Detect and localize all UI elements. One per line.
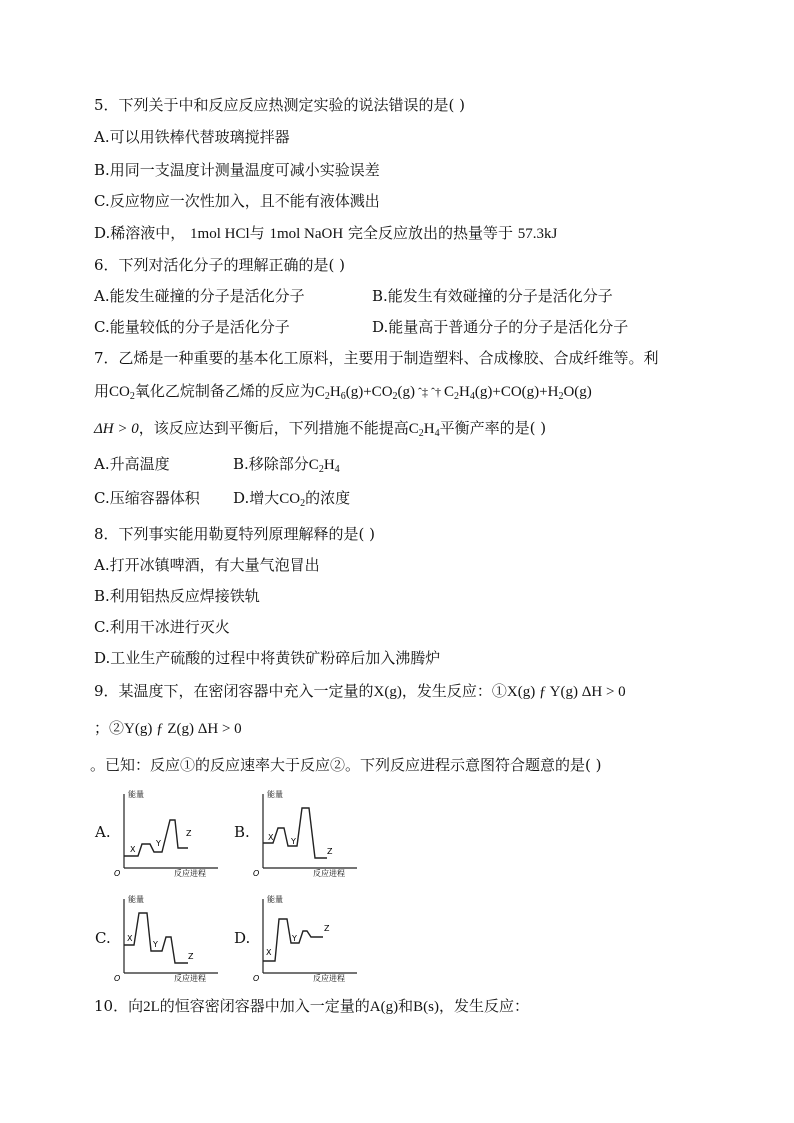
- q9-stem-1-mid: ，发生反应：①: [401, 682, 507, 700]
- q7-delta-h: ΔH > 0: [94, 421, 139, 437]
- diagram-d-z-label: Z: [324, 924, 330, 933]
- q7-stem-2-mid: 氧化乙烷制备乙烯的反应为: [134, 382, 315, 400]
- diagram-b-z-label: Z: [327, 847, 333, 856]
- q5-option-d[interactable]: [94, 223, 557, 244]
- q10-stem-pre: 10．向: [94, 997, 144, 1015]
- q7-stem-3-text: ，该反应达到平衡后，下列措施不能提高: [138, 419, 409, 437]
- q6-option-c[interactable]: C.能量较低的分子是活化分子: [94, 318, 290, 336]
- diagram-b-y-label: Y: [291, 837, 296, 846]
- q5-d-chem-1: 1mol HCl: [190, 226, 250, 242]
- equilibrium-arrow: ˆ‡ ˆ†: [418, 385, 442, 399]
- q9-reaction-2: Y(g) ƒ Z(g) ΔH > 0: [124, 721, 242, 737]
- diagram-b-x-axis-label: 反应进程: [313, 869, 345, 878]
- q8-option-a[interactable]: A.打开冰镇啤酒，有大量气泡冒出: [94, 556, 320, 574]
- q5-d-text-2: 与: [249, 224, 265, 242]
- q7-stem-1: 7．乙烯是一种重要的基本化工原料，主要用于制造塑料、合成橡胶、合成纤维等。利: [94, 349, 659, 367]
- q9-option-b-label[interactable]: B.: [234, 823, 250, 841]
- diagram-a-y-axis-label: 能量: [128, 790, 144, 799]
- diagram-d-y-label: Y: [292, 934, 297, 943]
- diagram-c-energy-curve: [124, 913, 188, 963]
- q10-stem-mid: 的恒容密闭容器中加入一定量的: [159, 997, 370, 1015]
- energy-diagram-a[interactable]: [112, 788, 222, 878]
- diagram-c-origin: O: [114, 974, 121, 983]
- diagram-a-x-label: X: [130, 845, 136, 854]
- energy-diagram-b[interactable]: [251, 788, 361, 878]
- q8-stem: 8．下列事实能用勒夏特列原理解释的是( ): [94, 525, 376, 543]
- q9-reaction-1: X(g) ƒ Y(g) ΔH > 0: [506, 684, 626, 700]
- q9-stem-2-pre: ；②: [94, 719, 125, 737]
- q5-stem: 5．下列关于中和反应反应热测定实验的说法错误的是( ): [94, 96, 466, 114]
- diagram-c-x-axis-label: 反应进程: [174, 974, 206, 983]
- diagram-a-z-label: Z: [186, 829, 192, 838]
- q9-x-species: X(g): [373, 684, 402, 700]
- q9-stem-1: [94, 681, 626, 702]
- c2h4-formula: $C_2H_4$: [408, 421, 440, 439]
- q6-stem: 6．下列对活化分子的理解正确的是( ): [94, 256, 346, 274]
- diagram-c-x-label: X: [127, 934, 133, 943]
- q7-option-d[interactable]: [233, 488, 350, 509]
- q7-stem-3: [94, 418, 546, 439]
- energy-diagram-d-svg: [251, 893, 361, 983]
- diagram-a-x-axis-label: 反应进程: [174, 869, 206, 878]
- q7-option-d-text-2: 的浓度: [305, 489, 351, 507]
- q5-d-value: 57.3kJ: [517, 226, 558, 242]
- q9-stem-1-pre: 9．某温度下，在密闭容器中充入一定量的: [94, 682, 374, 700]
- q6-option-a[interactable]: A.能发生碰撞的分子是活化分子: [94, 287, 305, 305]
- energy-diagram-b-svg: [251, 788, 361, 878]
- energy-diagram-a-svg: [112, 788, 222, 878]
- diagram-d-x-axis-label: 反应进程: [313, 974, 345, 983]
- diagram-b-x-label: X: [268, 833, 274, 842]
- q10-volume: 2L: [143, 999, 160, 1015]
- q7-stem-2: [94, 381, 592, 402]
- energy-diagram-c-svg: [112, 893, 222, 983]
- q7-stem-2-pre: 用: [94, 382, 110, 400]
- co2-formula-d: $CO_2$: [279, 491, 306, 509]
- q7-option-a[interactable]: A.升高温度: [94, 455, 170, 473]
- q7-option-d-text-1: D.增大: [233, 489, 280, 507]
- q6-option-d[interactable]: D.能量高于普通分子的分子是活化分子: [372, 318, 629, 336]
- diagram-a-origin: O: [114, 869, 121, 878]
- q8-option-c[interactable]: C.利用干冰进行灭火: [94, 618, 230, 636]
- q5-d-text-1: D.稀溶液中，: [94, 224, 186, 242]
- co2-formula: $CO_2$: [109, 384, 135, 402]
- q5-option-a[interactable]: A.可以用铁棒代替玻璃搅拌器: [94, 128, 290, 146]
- diagram-c-y-axis-label: 能量: [128, 895, 144, 904]
- q9-option-a-label[interactable]: A.: [95, 823, 111, 841]
- q9-stem-3: 。已知：反应①的反应速率大于反应②。下列反应进程示意图符合题意的是( ): [90, 756, 602, 774]
- q9-stem-2: [94, 718, 242, 739]
- q5-d-text-3: 完全反应放出的热量等于: [347, 224, 513, 242]
- q8-option-d[interactable]: D.工业生产硫酸的过程中将黄铁矿粉碎后加入沸腾炉: [94, 649, 441, 667]
- diagram-c-y-label: Y: [153, 940, 158, 949]
- diagram-b-origin: O: [253, 869, 260, 878]
- q7-option-b[interactable]: [233, 454, 340, 475]
- q7-option-b-text: B.移除部分: [233, 455, 309, 473]
- q10-species-b: B(s): [413, 999, 439, 1015]
- q6-option-b[interactable]: B.能发生有效碰撞的分子是活化分子: [372, 287, 613, 305]
- q10-stem-and: 和: [398, 997, 414, 1015]
- diagram-d-y-axis-label: 能量: [267, 895, 283, 904]
- energy-diagram-c[interactable]: [112, 893, 222, 983]
- q10-species-a: A(g): [369, 999, 399, 1015]
- diagram-a-y-label: Y: [156, 839, 161, 848]
- q7-option-c[interactable]: C.压缩容器体积: [94, 489, 200, 507]
- diagram-b-y-axis-label: 能量: [267, 790, 283, 799]
- q9-option-d-label[interactable]: D.: [234, 929, 251, 947]
- q9-option-c-label[interactable]: C.: [95, 929, 111, 947]
- q5-option-b[interactable]: B.用同一支温度计测量温度可减小实验误差: [94, 161, 380, 179]
- energy-diagram-d[interactable]: [251, 893, 361, 983]
- diagram-d-x-label: X: [266, 948, 272, 957]
- q8-option-b[interactable]: B.利用铝热反应焊接铁轨: [94, 587, 260, 605]
- q7-equation: $C_2H_6(g)+CO_2(g)$ ˆ‡ ˆ† $C_2H_4(g)+CO(g)+H_2O(g)$: [314, 384, 592, 402]
- diagram-c-z-label: Z: [188, 952, 194, 961]
- q7-stem-3-post: 平衡产率的是( ): [439, 419, 547, 437]
- q10-stem-post: ，发生反应：: [438, 997, 529, 1015]
- diagram-d-origin: O: [253, 974, 260, 983]
- c2h4-formula-b: $C_2H_4$: [308, 457, 340, 475]
- q10-stem: [94, 996, 529, 1017]
- q5-option-c[interactable]: C.反应物应一次性加入，且不能有液体溅出: [94, 192, 380, 210]
- q5-d-chem-2: 1mol NaOH: [269, 226, 344, 242]
